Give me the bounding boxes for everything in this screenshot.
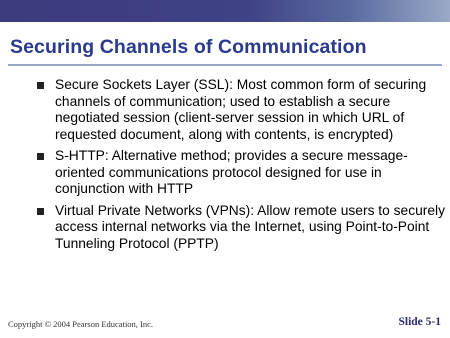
- title-divider: [8, 64, 442, 66]
- square-bullet-icon: [37, 82, 44, 89]
- bullet-text: S-HTTP: Alternative method; provides a secure message-oriented communications protocol designed for use in conjunction with HTTP: [55, 148, 408, 196]
- slide-title: Securing Channels of Communication: [10, 36, 367, 58]
- bullet-item: [36, 77, 446, 143]
- bullet-list: [36, 77, 446, 257]
- copyright-text: Copyright © 2004 Pearson Education, Inc.: [8, 319, 154, 329]
- slide-number: Slide 5-1: [398, 316, 441, 328]
- bullet-item: [36, 148, 446, 198]
- bullet-text: Secure Sockets Layer (SSL): Most common form of securing channels of communication; used to establish a secure negotiated session (client-server session in which URL of requested document, along with contents, is encrypted): [55, 77, 427, 142]
- square-bullet-icon: [37, 153, 44, 160]
- bullet-item: [36, 203, 446, 253]
- bullet-text: Virtual Private Networks (VPNs): Allow remote users to securely access internal networks via the Internet, using Point-to-Point Tunneling Protocol (PPTP): [55, 202, 446, 251]
- square-bullet-icon: [37, 208, 44, 215]
- header-bar: [0, 0, 450, 22]
